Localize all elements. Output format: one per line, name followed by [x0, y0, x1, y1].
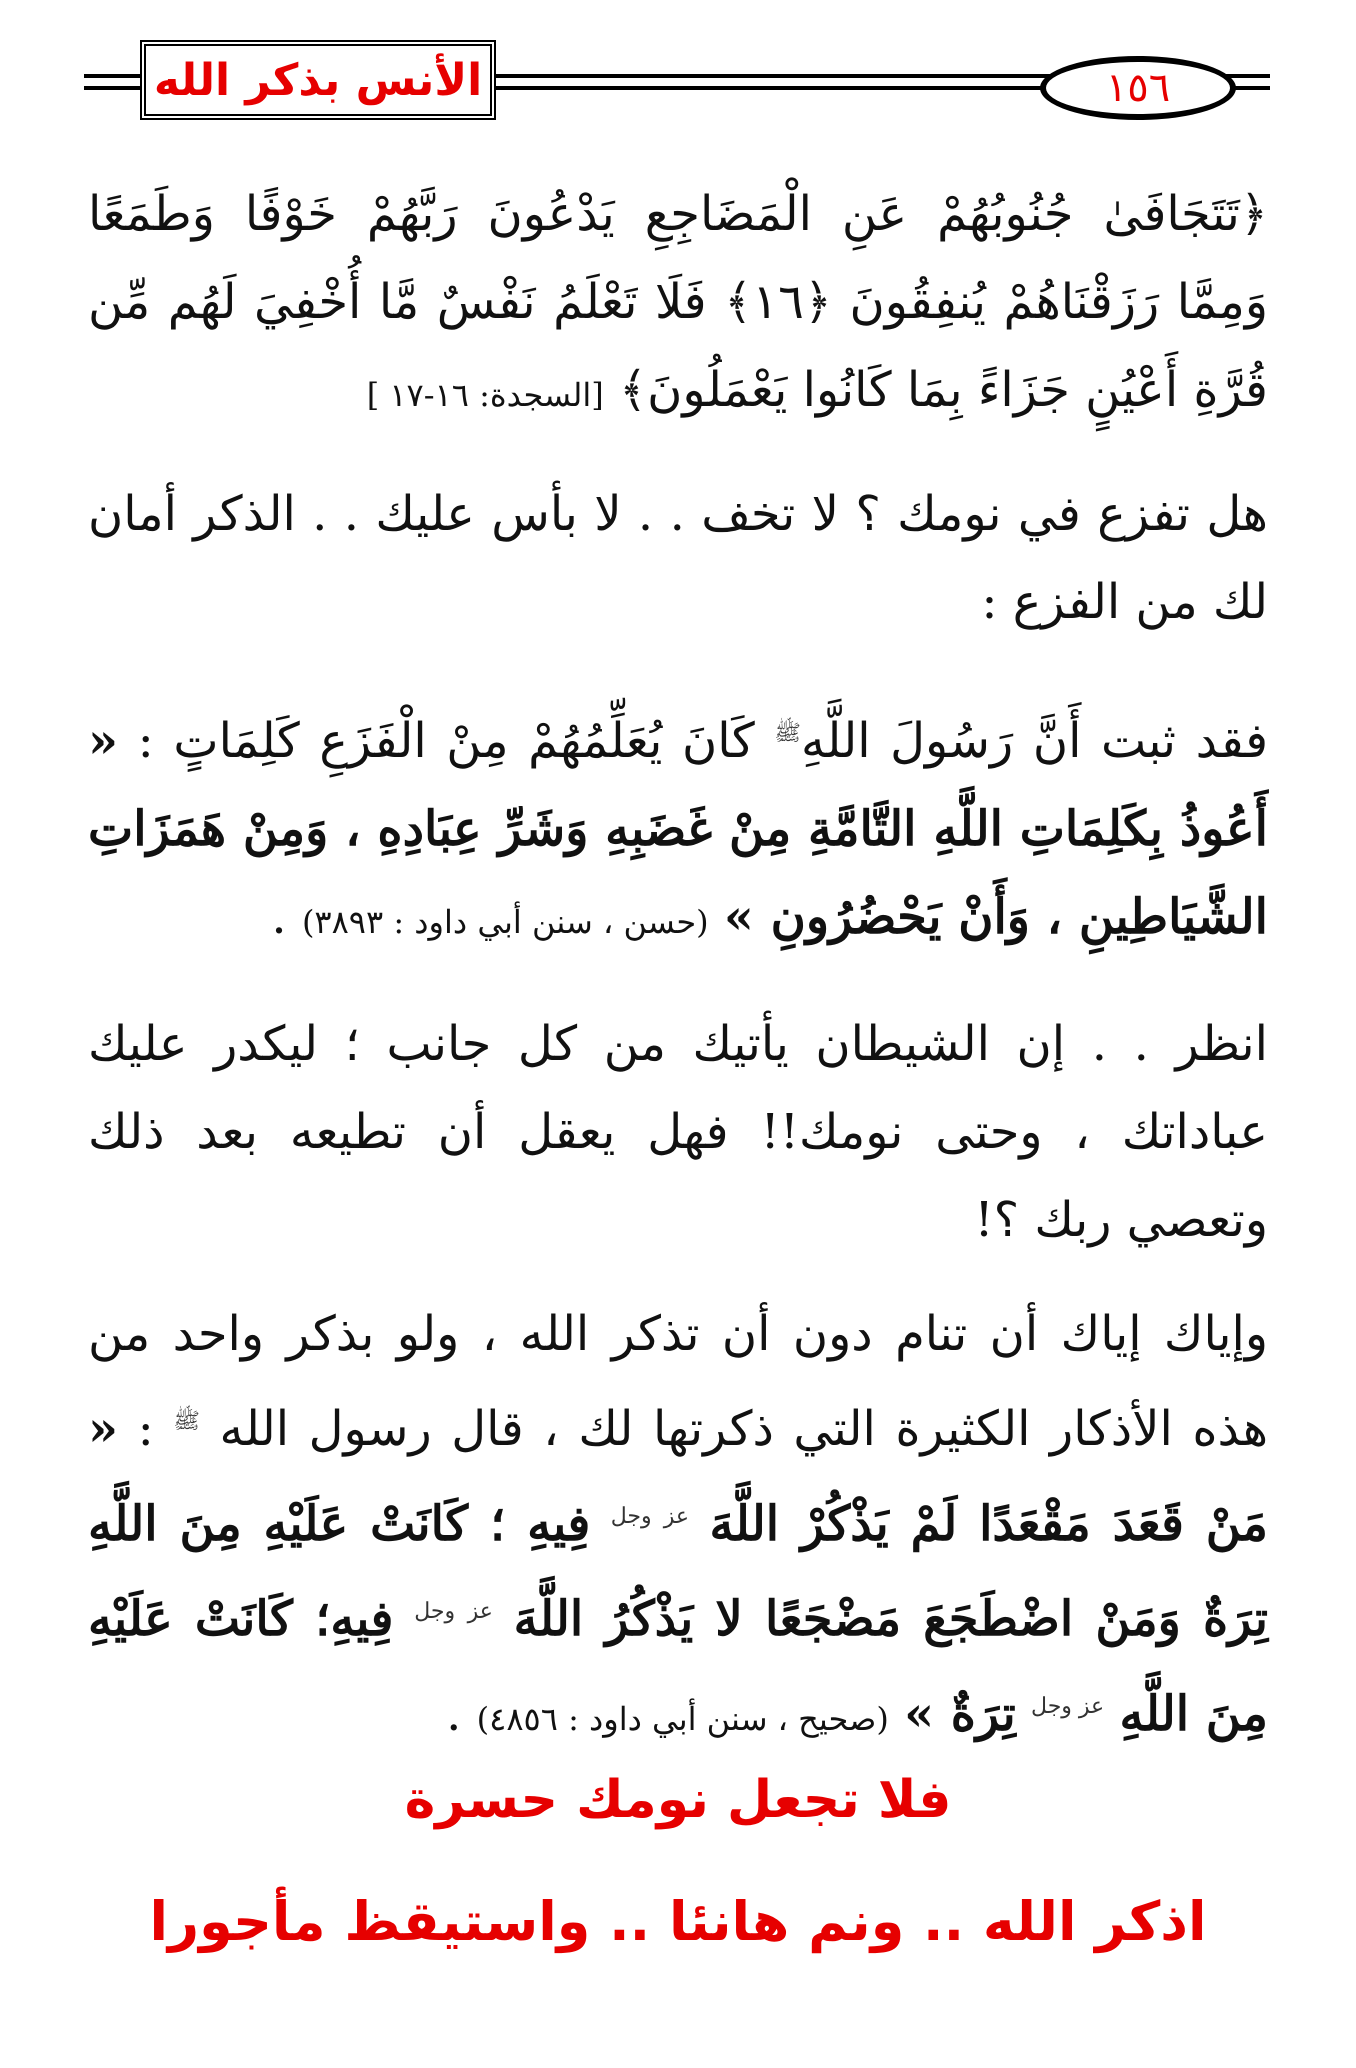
closing-line-1: فلا تجعل نومك حسرة: [404, 1770, 952, 1830]
paragraph-hadith-fear: [88, 690, 1268, 966]
paragraph-intro-end: :: [137, 1401, 174, 1457]
paragraph-text: هل تفزع في نومك ؟ لا تخف . . لا بأس عليك . . الذكر أمان لك من الفزع :: [88, 486, 1268, 630]
paragraph-end: .: [271, 889, 302, 945]
azza-wajal-mark: عز وجل: [414, 1599, 493, 1624]
hadith-source: (صحيح ، سنن أبي داود : ٤٨٥٦): [476, 1700, 889, 1738]
hadith-text-part2: فِيهِ ؛ كَانَتْ عَلَيْهِ مِنَ اللَّهِ تِرَةٌ وَمَنْ اضْطَجَعَ مَضْجَعًا لا يَذْكُرُ اللَّهَ: [88, 1496, 1269, 1647]
page-number: ١٥٦: [1105, 65, 1171, 111]
quran-verse: ﴿تَتَجَافَىٰ جُنُوبُهُمْ عَنِ الْمَضَاجِعِ يَدْعُونَ رَبَّهُمْ خَوْفًا وَطَمَعًا وَمِمَّا رَزَقْنَاهُمْ يُنفِقُونَ ﴿١٦﴾ فَلَا تَعْلَمُ نَفْسٌ مَّا أُخْفِيَ لَهُم مِّن قُرَّةِ أَعْيُنٍ جَزَاءً بِمَا كَانُوا يَعْمَلُونَ﴾: [88, 186, 1269, 418]
honorific-mark: ﷺ: [774, 721, 801, 746]
azza-wajal-mark: عز وجل: [610, 1504, 690, 1529]
hadith-source: (حسن ، سنن أبي داود : ٣٨٩٣): [301, 903, 709, 941]
honorific-mark: ﷺ: [173, 1409, 200, 1434]
hadith-text-part4: تِرَةٌ »: [904, 1686, 1016, 1742]
quran-verse-block: [88, 170, 1268, 439]
book-title: الأنس بذكر الله: [153, 54, 483, 106]
hadith-text: « أَعُوذُ بِكَلِمَاتِ اللَّهِ التَّامَّةِ مِنْ غَضَبِهِ وَشَرِّ عِبَادِهِ ، وَمِنْ هَمَزَاتِ الشَّيَاطِينِ ، وَأَنْ يَحْضُرُونِ »: [88, 713, 1268, 945]
paragraph-fear-in-sleep: [88, 470, 1268, 646]
page-number-oval: [1040, 56, 1236, 120]
paragraph-intro: وإياك إياك أن تنام دون أن تذكر الله ، ولو بذكر واحد من هذه الأذكار الكثيرة التي ذكرتها لك ، قال رسول الله: [88, 1306, 1269, 1457]
paragraph-end: .: [446, 1686, 477, 1742]
paragraph-shaytan: [88, 1000, 1268, 1264]
paragraph-text: انظر . . إن الشيطان يأتيك من كل جانب ؛ ليكدر عليك عباداتك ، وحتى نومك!! فهل يعقل أن تطيعه بعد ذلك وتعصي ربك ؟!: [88, 1016, 1268, 1248]
paragraph-dhikr-before-sleep: [88, 1290, 1268, 1763]
book-title-box: [140, 40, 496, 120]
hadith-text-part1: « مَنْ قَعَدَ مَقْعَدًا لَمْ يَذْكُرْ اللَّهَ: [88, 1401, 1269, 1552]
quran-citation: [السجدة: ١٦-١٧ ]: [366, 376, 604, 414]
closing-line-2: اذكر الله .. ونم هانئا .. واستيقظ مأجورا: [149, 1890, 1207, 1953]
hadith-text-part3: فِيهِ؛ كَانَتْ عَلَيْهِ مِنَ اللَّهِ: [88, 1591, 1268, 1742]
azza-wajal-mark: عز وجل: [1031, 1694, 1105, 1719]
paragraph-intro: فقد ثبت أَنَّ رَسُولَ اللَّهِ: [800, 713, 1269, 769]
paragraph-intro-end: كَانَ يُعَلِّمُهُمْ مِنْ الْفَزَعِ كَلِمَاتٍ :: [137, 713, 755, 769]
